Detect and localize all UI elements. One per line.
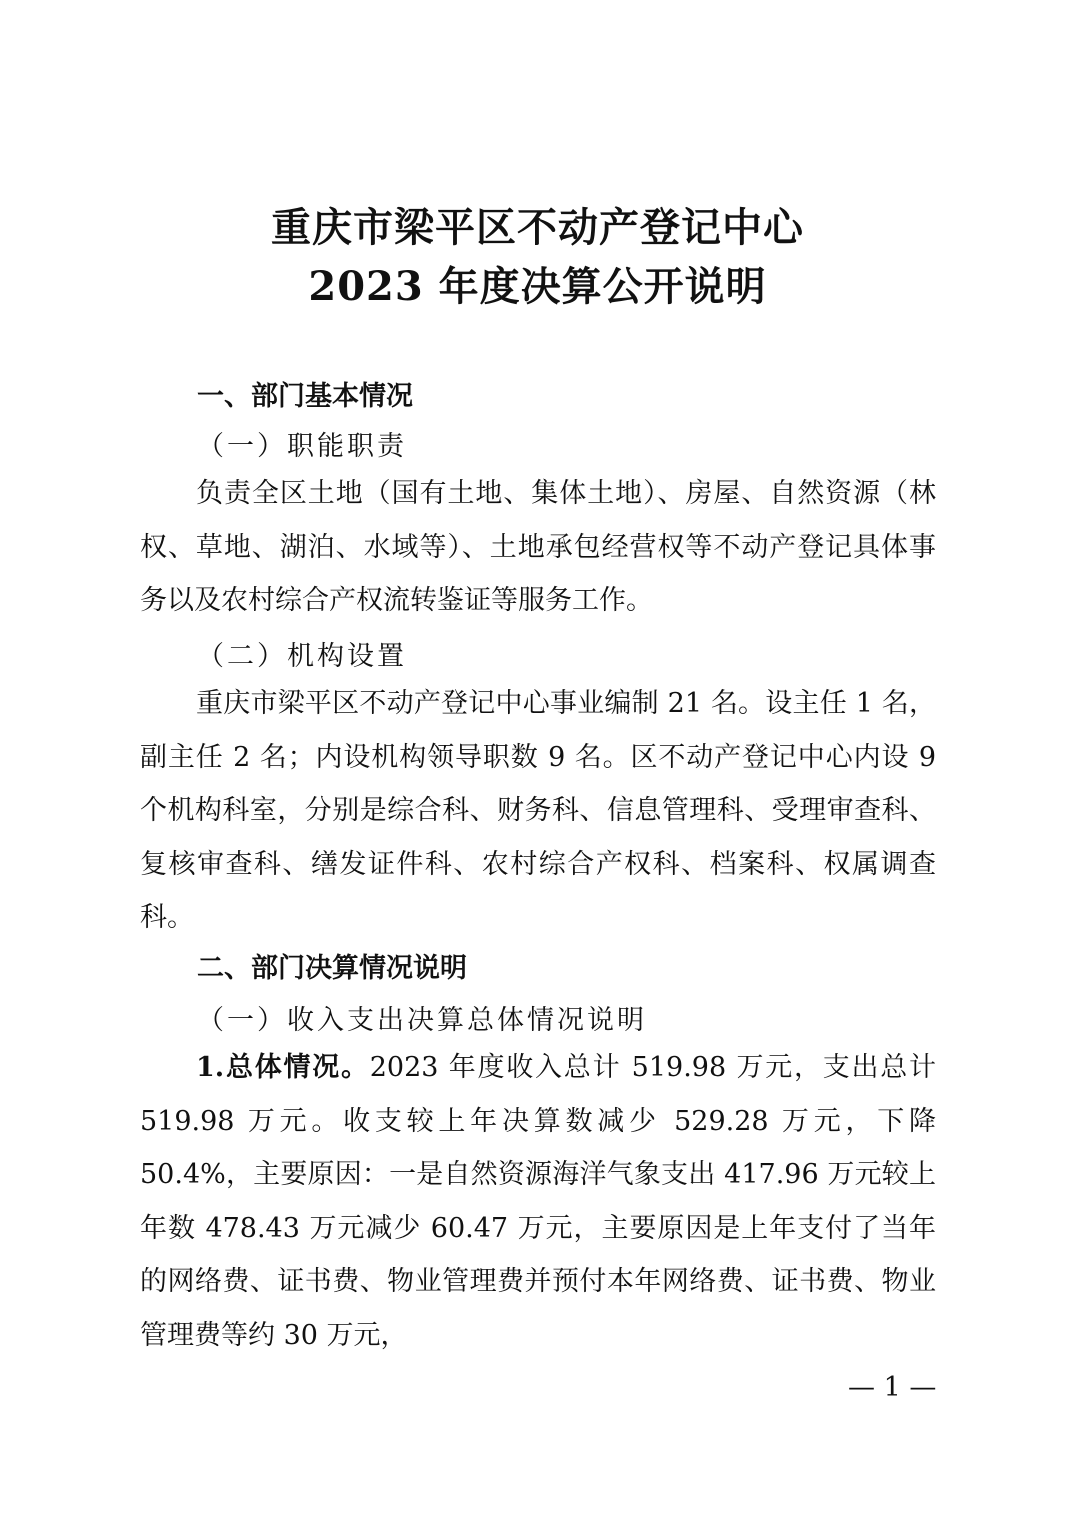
section1-sub1: （一）职能职责	[197, 431, 407, 462]
document-title-line1: 重庆市梁平区不动产登记中心	[271, 204, 804, 251]
page-number: — 1 —	[848, 1372, 937, 1403]
section1-paragraph1: 负责全区土地（国有土地、集体土地）、房屋、自然资源（林权、草地、湖泊、水域等）、土地承包经营权等不动产登记具体事务以及农村综合产权流转鉴证等服务工作。	[140, 478, 936, 616]
section2-paragraph1	[140, 1041, 936, 1362]
section1-sub2: （二）机构设置	[197, 641, 407, 672]
section1-paragraph2: 重庆市梁平区不动产登记中心事业编制 21 名。设主任 1 名，副主任 2 名；内设机构领导职数 9 名。区不动产登记中心内设 9 个机构科室，分别是综合科、财务科、信息管理科、受理审查科、复核审查科、缮发证件科、农村综合产权科、档案科、权属调查科。	[140, 688, 936, 933]
section1-heading: 一、部门基本情况	[197, 381, 413, 412]
document-title-line2: 2023 年度决算公开说明	[308, 263, 767, 310]
section2-sub1: （一）收入支出决算总体情况说明	[197, 1005, 647, 1036]
section2-heading: 二、部门决算情况说明	[197, 953, 467, 984]
section2-paragraph1-body: 2023 年度收入总计 519.98 万元，支出总计 519.98 万元。收支较上年决算数减少 529.28 万元，下降 50.4%，主要原因：一是自然资源海洋气象支出 417.96 万元较上年数 478.43 万元减少 60.47 万元，主要原因是上年支付了当年的网络费、证书费、物业管理费并预付本年网络费、证书费、物业管理费等约 30 万元，	[140, 1052, 937, 1351]
section2-paragraph1-lead: 1.总体情况。	[196, 1052, 370, 1083]
